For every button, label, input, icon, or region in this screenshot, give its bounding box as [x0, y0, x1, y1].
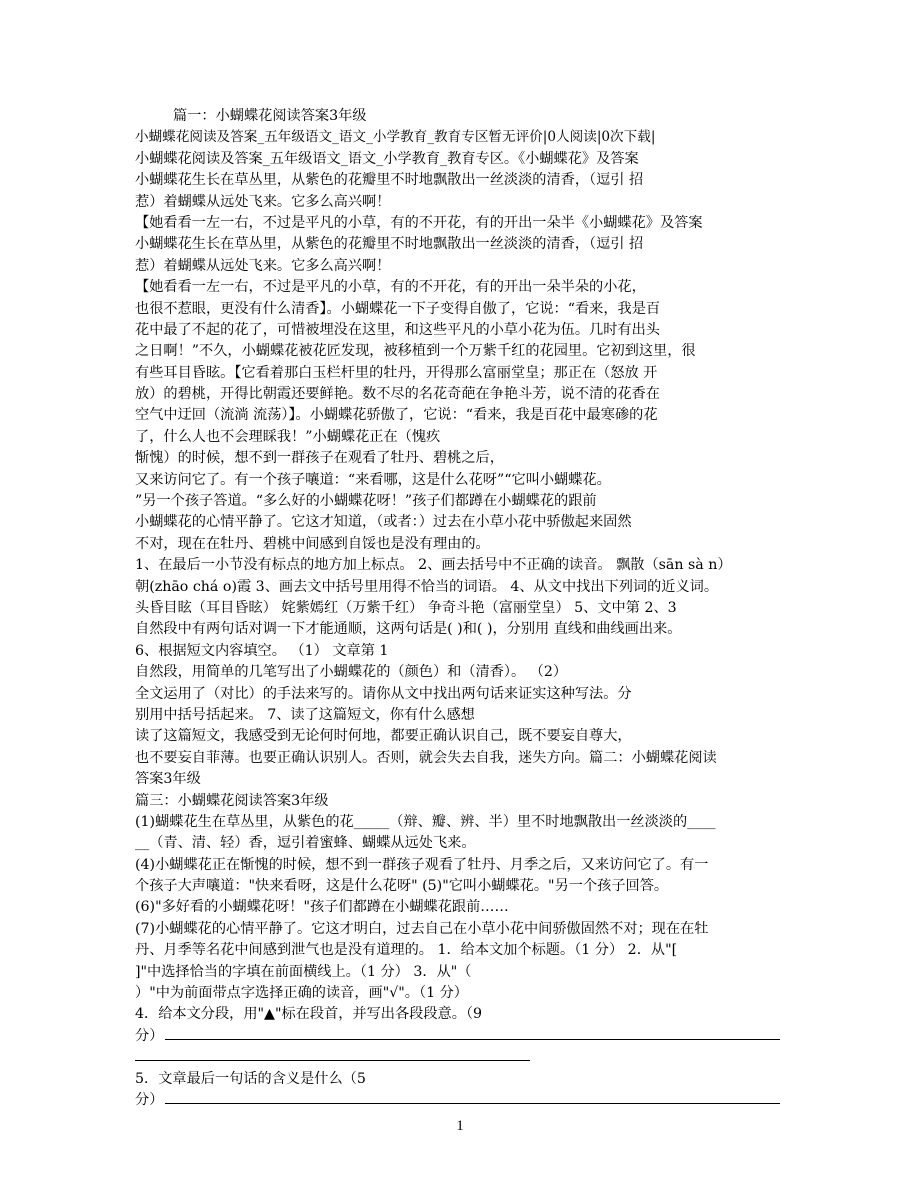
text-line: (7)小蝴蝶花的心情平静了。它这才明白，过去自己在小草小花中间骄傲固然不对；现在在牡 [135, 920, 709, 937]
text-line: 小蝴蝶花阅读及答案_五年级语文_语文_小学教育_教育专区暂无评价|0人阅读|0次下载| [135, 129, 656, 146]
answer-prefix: 分） [135, 1091, 164, 1108]
text-line: 空气中迂回（流淌 流荡）】。小蝴蝶花骄傲了，它说：“看来，我是百花中最寒碜的花 [135, 407, 658, 424]
document-body [135, 106, 795, 1111]
text-line: (6)"多好看的小蝴蝶花呀！"孩子们都蹲在小蝴蝶花跟前…… [135, 899, 509, 916]
text-line: 花中最了不起的花了，可惜被埋没在这里，和这些平凡的小草小花为伍。几时有出头 [135, 321, 660, 338]
section-title-1: 篇一：小蝴蝶花阅读答案3年级 [173, 108, 367, 124]
question-line: 头昏目眩（耳目昏眩） 姹紫嫣红（万紫千红） 争奇斗艳（富丽堂皇） 5、文中第 2、3 [135, 599, 677, 616]
answer-blank-line [135, 1090, 795, 1111]
text-line: (1)蝴蝶花生在草丛里，从紫色的花_____（辩、瓣、辨、半）里不时地飘散出一丝淡淡的____ [135, 813, 716, 830]
answer-prefix: 分） [135, 1027, 164, 1044]
text-line: 也很不惹眼，更没有什么清香】。小蝴蝶花一下子变得自傲了，它说：“看来，我是百 [135, 300, 661, 317]
question-line: 6、根据短文内容填空。 （1） 文章第 1 [135, 642, 389, 659]
question-line: 别用中括号括起来。 7、读了这篇短文，你有什么感想 [135, 706, 475, 723]
text-line: 不对，现在在牡丹、碧桃中间感到自馁也是没有理由的。 [135, 535, 490, 552]
question-line: 朝(zhāo chá o)霞 3、画去文中括号里用得不恰当的词语。 4、从文中找出下列词的近义词。 [135, 578, 719, 595]
text-line: __（青、清、轻）香，逗引着蜜蜂、蝴蝶从远处飞来。 [135, 835, 476, 852]
text-line: 【她看看一左一右，不过是平凡的小草，有的不开花，有的开出一朵半《小蝴蝶花》及答案 [135, 214, 703, 231]
section-title-3: 篇三：小蝴蝶花阅读答案3年级 [135, 792, 329, 809]
question-line: 自然段，用简单的几笔写出了小蝴蝶花的（颜色）和（清香）。 （2） [135, 664, 568, 681]
text-line: 小蝴蝶花生长在草丛里，从紫色的花瓣里不时地飘散出一丝淡淡的清香，（逗引 招 [135, 236, 644, 253]
text-line: 小蝴蝶花阅读及答案_五年级语文_语文_小学教育_教育专区。《小蝴蝶花》及答案 [135, 150, 639, 167]
text-line: (4)小蝴蝶花正在惭愧的时候，想不到一群孩子观看了牡丹、月季之后，又来访问它了。有一 [135, 856, 709, 873]
text-line: 了，什么人也不会理睬我！”小蝴蝶花正在（愧疚 [135, 428, 441, 445]
text-line: 有些耳目昏眩。【它看着那白玉栏杆里的牡丹，开得那么富丽堂皇；那正在（怒放 开 [135, 364, 658, 381]
question-line: 全文运用了（对比）的手法来写的。请你从文中找出两句话来证实这种写法。分 [135, 685, 632, 702]
text-line: 个孩子大声嚷道："快来看呀，这是什么花呀" (5)"它叫小蝴蝶花。"另一个孩子回答。 [135, 878, 669, 895]
answer-underline [135, 1059, 530, 1061]
text-line: 惹）着蝴蝶从远处飞来。它多么高兴啊！ [135, 193, 391, 210]
question-line: 4．给本文分段，用"▲"标在段首，并写出各段段意。（9 [135, 1006, 483, 1023]
answer-line: 读了这篇短文，我感受到无论何时何地，都要正确认识自己，既不要妄自尊大， [135, 728, 632, 745]
question-line: 丹、月季等名花中间感到泄气也是没有道理的。 1．给本文加个标题。（1 分） 2．从"[ [135, 942, 678, 959]
question-line: 自然段中有两句话对调一下才能通顺，这两句话是( )和( )，分别用 直线和曲线画出来。 [135, 621, 682, 638]
question-line: ]"中选择恰当的字填在前面横线上。（1 分） 3．从"（ [135, 963, 472, 980]
text-line: 惹）着蝴蝶从远处飞来。它多么高兴啊！ [135, 257, 391, 274]
page-number: 1 [456, 1118, 464, 1134]
question-line: ）"中为前面带点字选择正确的读音，画"√"。（1 分） [135, 985, 468, 1002]
section-title-2: 答案3年级 [135, 771, 201, 788]
question-line: 1、在最后一小节没有标点的地方加上标点。 2、画去括号中不正确的读音。 飘散（sān sà n） [135, 557, 732, 574]
text-line: 之日啊！”不久，小蝴蝶花被花匠发现，被移植到一个万紫千红的花园里。它初到这里，很 [135, 343, 696, 360]
answer-line: 也不要妄自菲薄。也要正确认识别人。否则，就会失去自我，迷失方向。篇二：小蝴蝶花阅读 [135, 749, 717, 766]
answer-underline [165, 1038, 780, 1040]
text-line: ”另一个孩子答道。“多么好的小蝴蝶花呀！”孩子们都蹲在小蝴蝶花的跟前 [135, 493, 597, 510]
text-line: 又来访问它了。有一个孩子嚷道：“来看哪，这是什么花呀”“它叫小蝴蝶花。 [135, 471, 611, 488]
text-line: 小蝴蝶花的心情平静了。它这才知道，（或者：）过去在小草小花中骄傲起来固然 [135, 514, 632, 531]
text-line: 惭愧）的时候，想不到一群孩子在观看了牡丹、碧桃之后， [135, 450, 504, 467]
answer-underline [165, 1102, 780, 1104]
answer-blank-line [135, 1047, 795, 1068]
answer-blank-line [135, 1026, 795, 1047]
text-line: 放）的碧桃，开得比朝霞还要鲜艳。数不尽的名花奇葩在争艳斗芳，说不清的花香在 [135, 386, 660, 403]
text-line: 【她看看一左一右，不过是平凡的小草，有的不开花，有的开出一朵半朵的小花， [135, 279, 646, 296]
text-line: 小蝴蝶花生长在草丛里，从紫色的花瓣里不时地飘散出一丝淡淡的清香，（逗引 招 [135, 172, 644, 189]
question-line: 5．文章最后一句话的含义是什么（5 [135, 1070, 366, 1087]
